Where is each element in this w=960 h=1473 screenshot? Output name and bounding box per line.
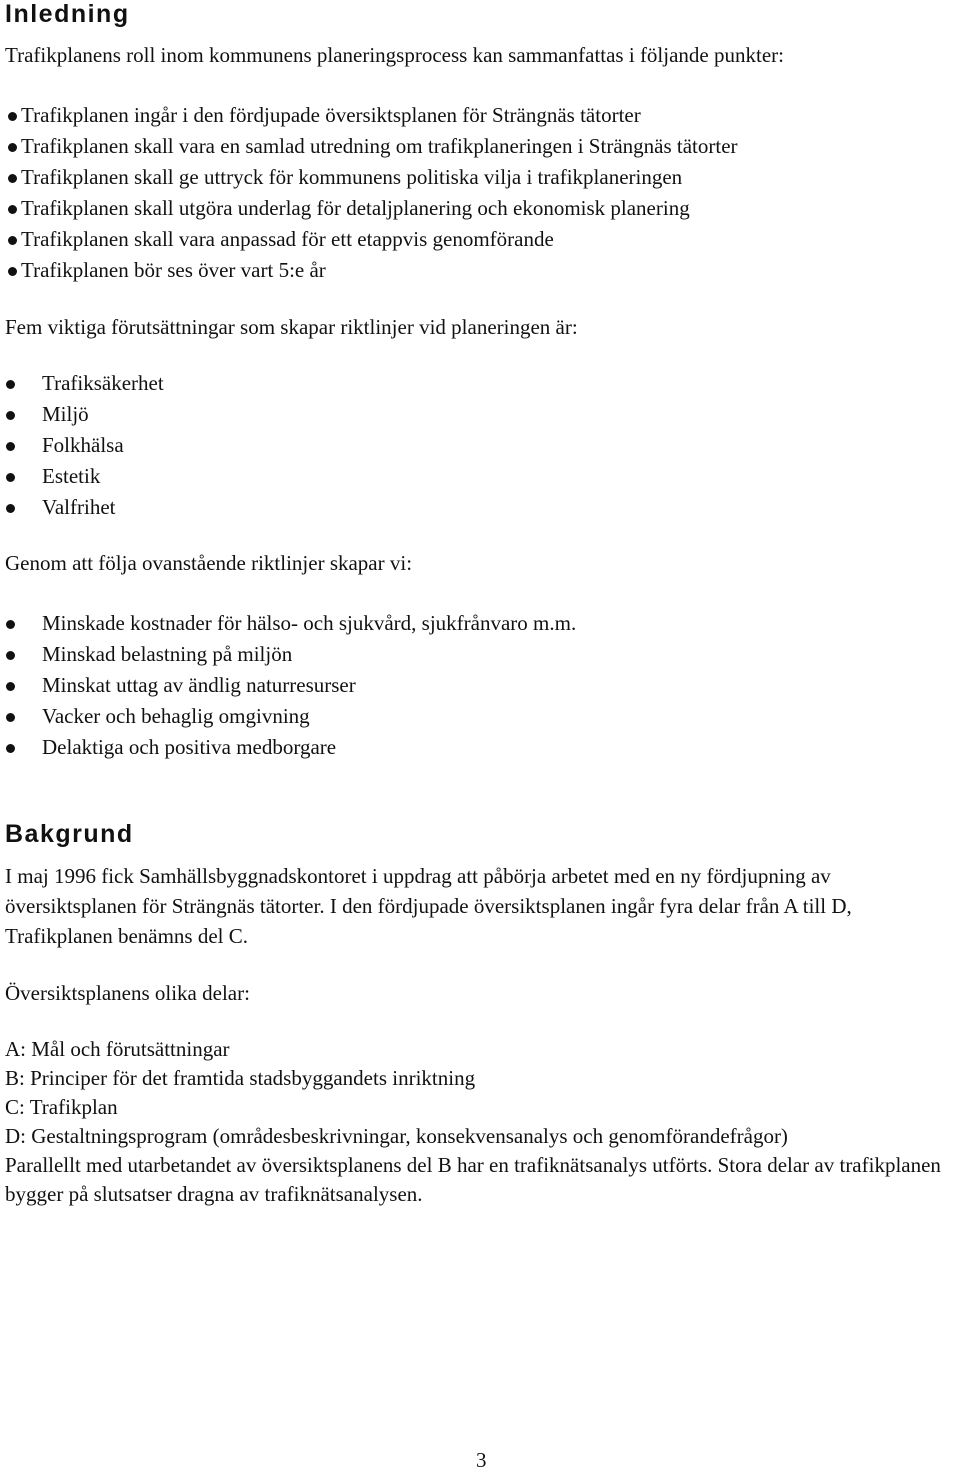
list-item: Trafikplanen skall vara anpassad för ett etappvis genomförande [5,224,738,255]
part-a: A: Mål och förutsättningar [5,1037,230,1061]
heading-inledning: Inledning [5,0,130,28]
bullet-icon [6,744,15,753]
bullet-icon [6,620,15,629]
page-number: 3 [476,1448,487,1472]
list-item: Delaktiga och positiva medborgare [0,732,576,763]
list-item: Trafikplanen ingår i den fördjupade översiktsplanen för Strängnäs tätorter [5,100,738,131]
list-item: Minskad belastning på miljön [0,639,576,670]
parts-lead: Översiktsplanens olika delar: [5,981,250,1005]
list-item: Estetik [0,461,164,492]
bullet-icon [8,143,17,152]
bullet-icon [6,713,15,722]
list-item: Miljö [0,399,164,430]
bullet-icon [6,380,15,389]
results-list [0,608,576,763]
bullet-icon [6,651,15,660]
list-item: Valfrihet [0,492,164,523]
conditions-lead: Fem viktiga förutsättningar som skapar riktlinjer vid planeringen är: [5,315,578,339]
list-item: Trafikplanen bör ses över vart 5:e år [5,255,738,286]
conditions-list [0,368,164,523]
heading-bakgrund: Bakgrund [5,820,134,848]
list-item: Trafikplanen skall vara en samlad utredning om trafikplaneringen i Strängnäs tätorter [5,131,738,162]
list-item: Trafiksäkerhet [0,368,164,399]
part-c: C: Trafikplan [5,1095,118,1119]
bullet-icon [8,236,17,245]
background-paragraph: I maj 1996 fick Samhällsbyggnadskontoret i uppdrag att påbörja arbetet med en ny fördjupning av översiktsplanen för Strängnäs tätorter. I den fördjupade översiktsplanen ingår fyra delar från A till D, Trafikplanen benämns del C. [5,864,852,948]
closing-paragraph: Parallellt med utarbetandet av översiktsplanens del B har en trafiknätsanalys utförts. Stora delar av trafikplanen bygger på slutsatser dragna av trafiknätsanalysen. [5,1153,941,1206]
bullet-icon [8,174,17,183]
intro-lead: Trafikplanens roll inom kommunens planeringsprocess kan sammanfattas i följande punkter: [5,43,784,67]
bullet-icon [6,411,15,420]
results-lead: Genom att följa ovanstående riktlinjer skapar vi: [5,551,413,575]
part-b: B: Principer för det framtida stadsbyggandets inriktning [5,1066,476,1090]
bullet-icon [6,473,15,482]
bullet-icon [6,504,15,513]
intro-points-list [5,100,738,286]
bullet-icon [8,205,17,214]
list-item: Folkhälsa [0,430,164,461]
list-item: Minskat uttag av ändlig naturresurser [0,670,576,701]
part-d: D: Gestaltningsprogram (områdesbeskrivningar, konsekvensanalys och genomförandefrågor) [5,1124,788,1148]
list-item: Vacker och behaglig omgivning [0,701,576,732]
bullet-icon [8,112,17,121]
list-item: Trafikplanen skall ge uttryck för kommunens politiska vilja i trafikplaneringen [5,162,738,193]
list-item: Minskade kostnader för hälso- och sjukvård, sjukfrånvaro m.m. [0,608,576,639]
list-item: Trafikplanen skall utgöra underlag för detaljplanering och ekonomisk planering [5,193,738,224]
bullet-icon [6,682,15,691]
bullet-icon [6,442,15,451]
parts-block [5,1035,960,1209]
bullet-icon [8,267,17,276]
